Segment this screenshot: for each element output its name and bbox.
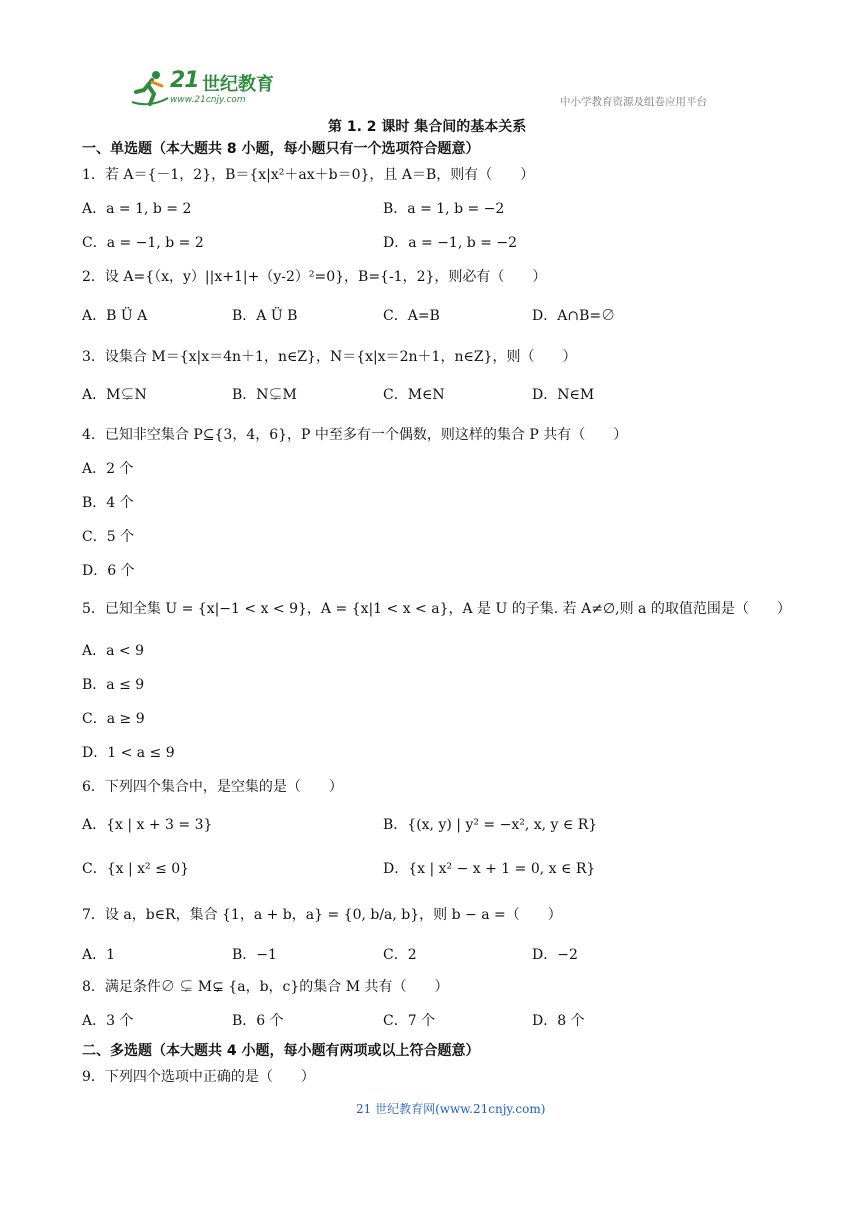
section-single-choice: 一、单选题（本大题共 8 小题，每小题只有一个选项符合题意）: [82, 141, 480, 157]
q4-option-c: C．5 个: [82, 529, 135, 545]
site-logo: [130, 68, 280, 110]
page-footer: 21 世纪教育网(www.21cnjy.com): [356, 1102, 546, 1116]
question-8: 8．满足条件∅ ⊊ M⊊ {a，b，c}的集合 M 共有（ ）: [82, 979, 449, 995]
q7-option-a: A．1: [82, 947, 116, 963]
q5-option-d: D．1 < a ≤ 9: [82, 745, 175, 761]
q1-option-a: A．a = 1, b = 2: [82, 201, 192, 217]
q6-option-b: B．{(x, y) | y² = −x², x, y ∈ R}: [383, 817, 598, 833]
q5-option-b: B．a ≤ 9: [82, 677, 145, 693]
q5-option-c: C．a ≥ 9: [82, 711, 145, 727]
q6-option-a: A．{x | x + 3 = 3}: [82, 817, 213, 833]
q1-option-b: B．a = 1, b = −2: [383, 201, 505, 217]
q4-option-b: B．4 个: [82, 495, 134, 511]
q1-option-d: D．a = −1, b = −2: [383, 235, 517, 251]
question-3: 3．设集合 M＝{x|x＝4n＋1，n∈Z}，N＝{x|x＝2n＋1，n∈Z}，则（ ）: [82, 349, 577, 365]
header-tagline: 中小学教育资源及组卷应用平台: [560, 96, 707, 108]
q3-option-b: B．N⊊M: [232, 387, 297, 403]
q7-option-b: B．−1: [232, 947, 277, 963]
q1-option-c: C．a = −1, b = 2: [82, 235, 204, 251]
question-2: 2．设 A={（x，y）||x+1|+（y-2）²=0}，B={-1，2}，则必有（ ）: [82, 269, 547, 285]
q8-option-d: D．8 个: [532, 1013, 585, 1029]
q8-option-b: B．6 个: [232, 1013, 284, 1029]
q8-option-c: C．7 个: [383, 1013, 436, 1029]
runner-logo-icon: [130, 68, 170, 108]
question-4: 4．已知非空集合 P⊆{3，4，6}，P 中至多有一个偶数，则这样的集合 P 共有（ ）: [82, 427, 628, 443]
q2-option-d: D．A∩B=∅: [532, 308, 616, 324]
question-6: 6．下列四个集合中，是空集的是（ ）: [82, 779, 343, 795]
question-5: 5．已知全集 U = {x|−1 < x < 9}，A = {x|1 < x < a}，A 是 U 的子集. 若 A≠∅,则 a 的取值范围是（ ）: [82, 601, 791, 617]
q5-option-a: A．a < 9: [82, 643, 144, 659]
q7-option-c: C．2: [383, 947, 417, 963]
page-title: 第 1. 2 课时 集合间的基本关系: [328, 119, 527, 135]
q2-option-c: C．A=B: [383, 308, 440, 324]
logo-number: 21: [170, 68, 199, 93]
question-7: 7．设 a，b∈R，集合 {1，a + b，a} = {0, b/a, b}，则 b − a =（ ）: [82, 907, 562, 923]
q4-option-d: D．6 个: [82, 563, 135, 579]
q2-option-b: B．A Ü B: [232, 308, 298, 324]
q8-option-a: A．3 个: [82, 1013, 134, 1029]
q3-option-c: C．M∈N: [383, 387, 445, 403]
q6-option-d: D．{x | x² − x + 1 = 0, x ∈ R}: [383, 861, 596, 877]
question-9: 9．下列四个选项中正确的是（ ）: [82, 1069, 315, 1085]
q7-option-d: D．−2: [532, 947, 578, 963]
q4-option-a: A．2 个: [82, 461, 134, 477]
logo-text: 世纪教育: [202, 74, 274, 95]
q3-option-d: D．N∈M: [532, 387, 595, 403]
section-multiple-choice: 二、多选题（本大题共 4 小题，每小题有两项或以上符合题意）: [82, 1043, 480, 1059]
q3-option-a: A．M⊊N: [82, 387, 147, 403]
q2-option-a: A．B Ü A: [82, 308, 148, 324]
logo-url: www.21cnjy.com: [170, 95, 246, 105]
q6-option-c: C．{x | x² ≤ 0}: [82, 861, 190, 877]
question-1: 1．若 A＝{－1，2}，B＝{x|x²＋ax＋b＝0}，且 A＝B，则有（ ）: [82, 167, 535, 183]
